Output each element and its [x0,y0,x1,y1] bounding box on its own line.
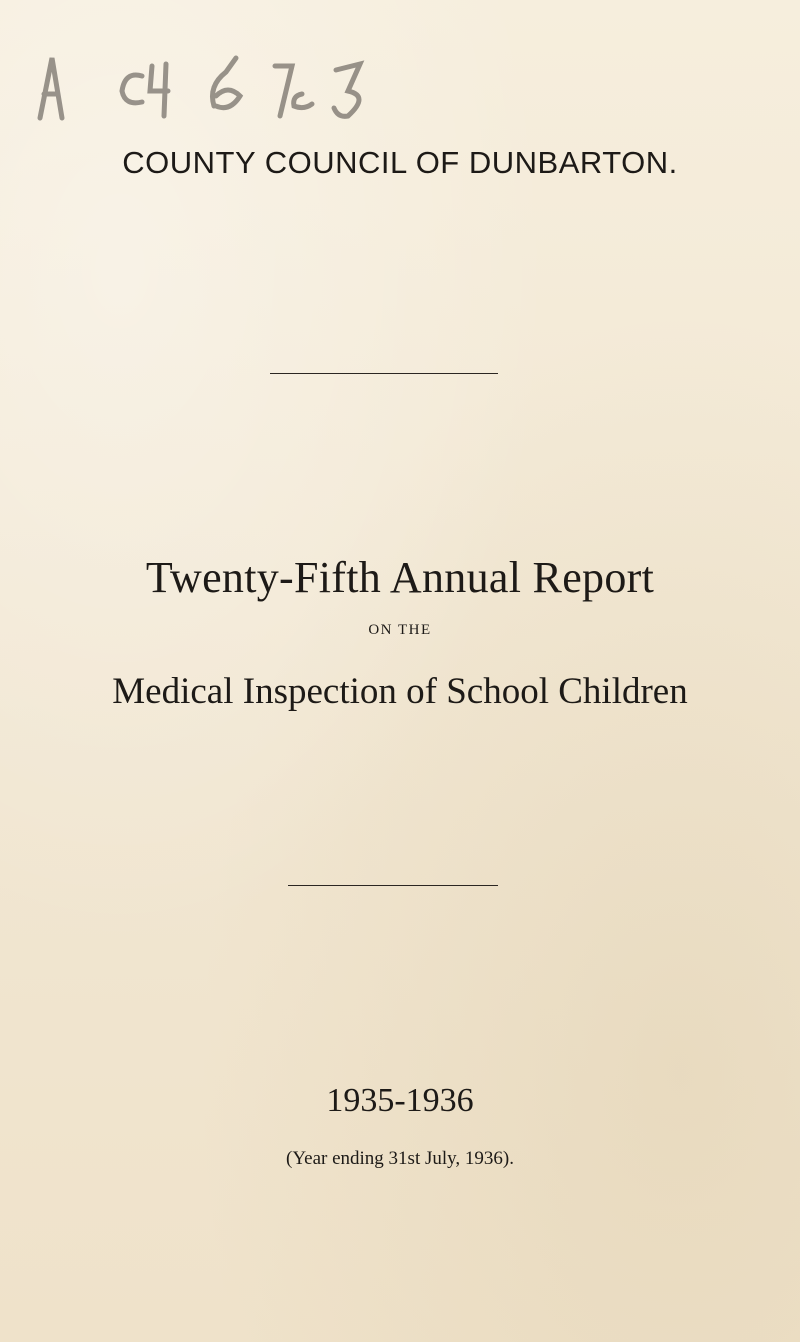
year-ending-note: (Year ending 31st July, 1936). [286,1148,514,1169]
report-subtitle: Medical Inspection of School Children [112,671,688,712]
top-divider [270,373,498,374]
handwritten-annotation [30,36,420,126]
report-title: Twenty-Fifth Annual Report [145,553,655,602]
title-connector: ON THE [368,622,432,638]
bottom-divider [288,885,498,886]
report-years: 1935-1936 [326,1082,474,1119]
council-header: COUNTY COUNCIL OF DUNBARTON. [122,145,678,180]
